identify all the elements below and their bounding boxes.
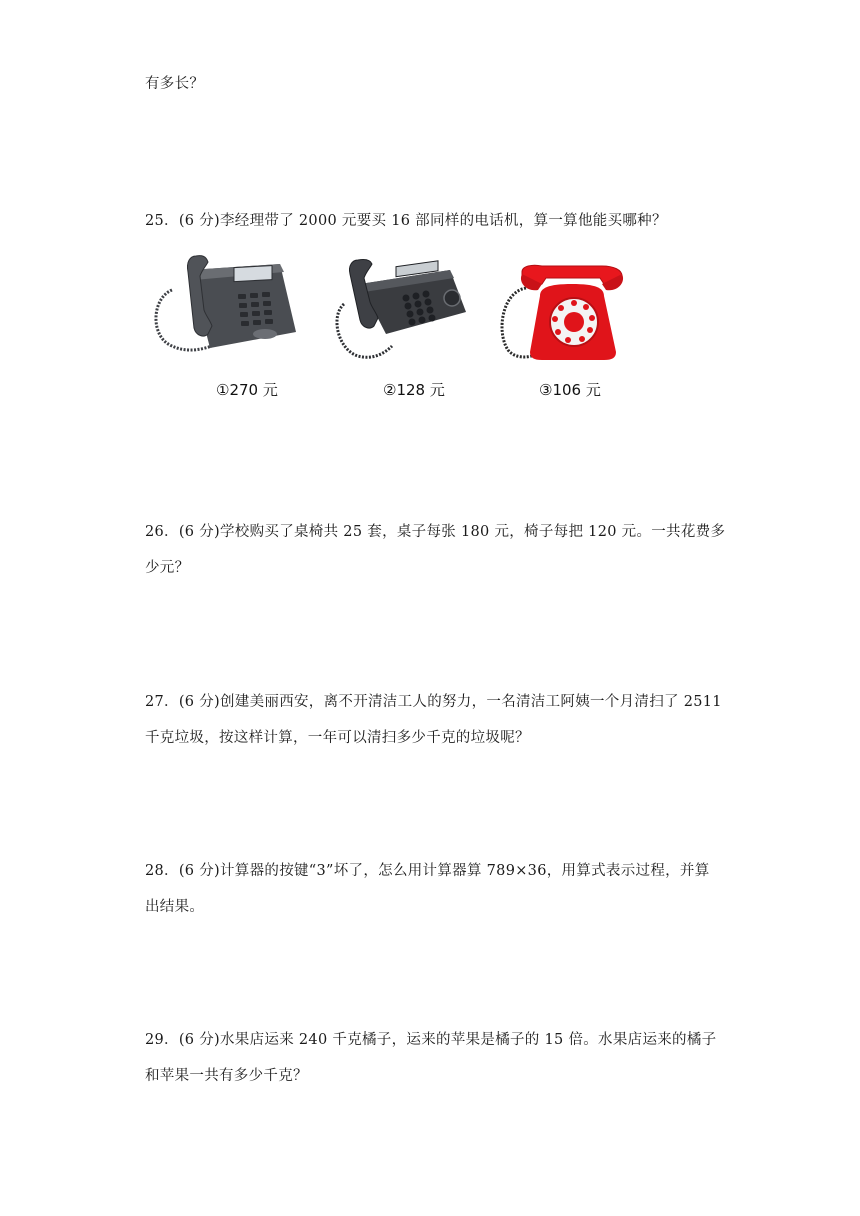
red-rotary-phone-icon (492, 262, 648, 362)
question-25-text: 25．(6 分)李经理带了 2000 元要买 16 部同样的电话机，算一算他能买哪种？ (145, 213, 667, 229)
previous-question-tail: 有多长？ (145, 76, 205, 92)
question-29-line-2: 和苹果一共有多少千克？ (145, 1068, 308, 1084)
question-27-line-1: 27．(6 分)创建美丽西安，离不开清洁工人的努力，一名清洁工阿姨一个月清扫了 2511 (145, 694, 722, 710)
question-27-line-2: 千克垃圾，按这样计算，一年可以清扫多少千克的垃圾呢？ (145, 730, 530, 746)
phone-option-2-label: ②128 元 (383, 381, 445, 399)
question-26-line-2: 少元？ (145, 560, 190, 576)
question-28-line-2: 出结果。 (145, 899, 205, 915)
question-29-line-1: 29．(6 分)水果店运来 240 千克橘子，运来的苹果是橘子的 15 倍。水果店运来的橘子 (145, 1032, 717, 1048)
phone-option-3-image (492, 262, 648, 362)
black-desk-phone-icon (330, 254, 480, 366)
gray-office-phone-icon (150, 250, 300, 365)
phone-option-1-image (150, 250, 300, 365)
question-26-line-1: 26．(6 分)学校购买了桌椅共 25 套，桌子每张 180 元，椅子每把 120 元。一共花费多 (145, 524, 726, 540)
phone-option-2-image (330, 254, 480, 366)
phone-option-3-label: ③106 元 (539, 381, 601, 399)
phone-option-1-label: ①270 元 (216, 381, 278, 399)
question-28-line-1: 28．(6 分)计算器的按键“3”坏了，怎么用计算器算 789×36，用算式表示过程，并算 (145, 863, 710, 879)
